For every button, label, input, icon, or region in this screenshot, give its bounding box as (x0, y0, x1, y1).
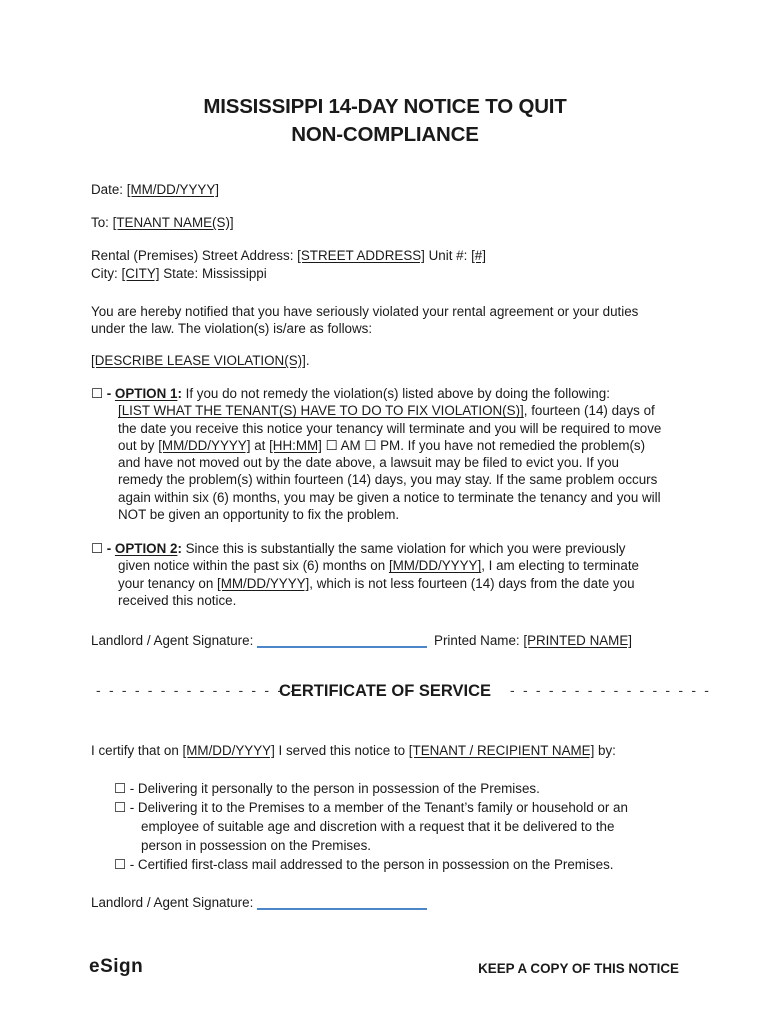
option1-text-line4 (91, 437, 691, 454)
city-field[interactable]: [CITY] (121, 266, 160, 281)
option1-colon: : (177, 386, 182, 401)
signature-line-1 (91, 632, 632, 649)
service-date-field[interactable]: [MM/DD/YYYY] (182, 743, 275, 758)
move-out-time-field[interactable]: [HH:MM] (269, 437, 322, 453)
move-out-date-field[interactable]: [MM/DD/YYYY] (158, 437, 251, 453)
option2-line2-b: , I am electing to terminate (481, 558, 639, 574)
service-method-personal[interactable]: ☐ - Delivering it personally to the person in possession of the Premises. (114, 781, 540, 796)
certificate-dashes-left: - - - - - - - - - - - - - - - - (96, 682, 298, 698)
option1-text-line1: If you do not remedy the violation(s) listed above by doing the following: (181, 386, 610, 401)
option2-text-line1: Since this is substantially the same violation for which you were previously (181, 541, 626, 556)
option1-text-line2 (91, 402, 691, 419)
document-title-line1: MISSISSIPPI 14-DAY NOTICE TO QUIT (203, 95, 567, 118)
am-pm-checkboxes[interactable]: ☐ AM ☐ PM. If you have not remedied the problem(s) (321, 437, 646, 453)
option1-line4-a: out by (118, 437, 159, 453)
certificate-header (0, 682, 770, 702)
printed-name-field[interactable]: [PRINTED NAME] (523, 633, 632, 648)
option2-line3-a: your tenancy on (118, 575, 218, 591)
certificate-intro-b: I served this notice to (274, 743, 409, 758)
option1-text-line6: remedy the problem(s) within fourteen (14) days, you may stay. If the same problem occurs (118, 472, 658, 488)
signature-line-2 (91, 894, 430, 911)
service-method-household-line1: ☐ - Delivering it to the Premises to a member of the Tenant’s family or household or an (114, 800, 628, 815)
to-label: To: (91, 215, 109, 230)
signature-field[interactable] (257, 646, 427, 648)
option1-text-line3: the date you receive this notice your tenancy will terminate and you will be required to move (118, 420, 662, 436)
violation-period: . (305, 353, 310, 368)
option2-colon: : (177, 541, 182, 556)
option2-line2-a: given notice within the past six (6) months on (118, 558, 389, 574)
state-label: State: (163, 266, 199, 281)
tenant-name-field[interactable]: [TENANT NAME(S)] (112, 215, 234, 230)
street-address-field[interactable]: [STREET ADDRESS] (297, 248, 425, 263)
to-line (91, 214, 234, 231)
date-label: Date: (91, 182, 124, 197)
service-method-household[interactable] (114, 798, 674, 855)
option2-checkbox[interactable]: ☐ (91, 541, 104, 556)
service-method-household-line3: person in possession on the Premises. (141, 838, 371, 853)
violation-line (91, 352, 310, 369)
option1-line2-rest: , fourteen (14) days of (523, 403, 655, 419)
prior-notice-date-field[interactable]: [MM/DD/YYYY] (388, 558, 482, 574)
address-line (91, 247, 486, 264)
notice-line2: under the law. The violation(s) is/are as follows: (91, 321, 373, 337)
address-label: Rental (Premises) Street Address: (91, 248, 294, 263)
unit-label: Unit #: (428, 248, 468, 263)
keep-copy-note: KEEP A COPY OF THIS NOTICE (478, 961, 679, 976)
notice-paragraph (91, 303, 691, 337)
signature-field-2[interactable] (257, 908, 427, 910)
certificate-dashes-right: - - - - - - - - - - - - - - - - (510, 682, 712, 698)
option1-block (91, 385, 691, 523)
option1-text-line5: and have not moved out by the date above, a lawsuit may be filed to evict you. If you (118, 455, 619, 471)
termination-date-field[interactable]: [MM/DD/YYYY] (217, 575, 310, 591)
certificate-intro-a: I certify that on (91, 743, 183, 758)
certificate-intro (91, 742, 616, 759)
service-method-mail[interactable]: ☐ - Certified first-class mail addressed to the person in possession on the Premises. (114, 857, 614, 872)
option1-text-line7: again within six (6) months, you may be given a notice to terminate the tenancy and you will (118, 489, 661, 505)
date-field[interactable]: [MM/DD/YYYY] (126, 182, 220, 197)
option2-label: OPTION 2 (114, 541, 178, 556)
signature-label: Landlord / Agent Signature: (91, 633, 254, 648)
violation-field[interactable]: [DESCRIBE LEASE VIOLATION(S)] (91, 353, 306, 368)
signature-label-2: Landlord / Agent Signature: (91, 895, 254, 910)
esign-logo: eSign (89, 956, 144, 977)
option1-label: OPTION 1 (114, 386, 178, 401)
city-label: City: (91, 266, 118, 281)
service-method-household-line2: employee of suitable age and discretion with a request that it be delivered to the (141, 819, 615, 834)
document-title-line2: NON-COMPLIANCE (291, 123, 479, 146)
option1-line4-b: at (250, 437, 270, 453)
option1-checkbox[interactable]: ☐ (91, 386, 104, 401)
date-line (91, 181, 219, 198)
option2-block (91, 540, 691, 609)
option1-text-line8: NOT be given an opportunity to fix the problem. (118, 507, 400, 523)
option2-dash: - (103, 541, 115, 556)
certificate-title: CERTIFICATE OF SERVICE (278, 682, 492, 700)
option2-text-line2 (91, 557, 691, 574)
unit-field[interactable]: [#] (471, 248, 486, 263)
option2-text-line3 (91, 575, 691, 592)
fix-violation-field[interactable]: [LIST WHAT THE TENANT(S) HAVE TO DO TO FIX VIOLATION(S)] (118, 403, 524, 419)
city-state-line (91, 265, 267, 282)
certificate-intro-c: by: (594, 743, 616, 758)
option1-dash: - (103, 386, 115, 401)
option2-text-line4: received this notice. (118, 592, 237, 608)
printed-name-label: Printed Name: (434, 633, 520, 648)
option2-line3-b: , which is not less fourteen (14) days from the date you (309, 575, 635, 591)
recipient-name-field[interactable]: [TENANT / RECIPIENT NAME] (408, 743, 595, 758)
notice-line1: You are hereby notified that you have seriously violated your rental agreement or your duties (91, 304, 639, 319)
state-value: Mississippi (201, 266, 267, 281)
